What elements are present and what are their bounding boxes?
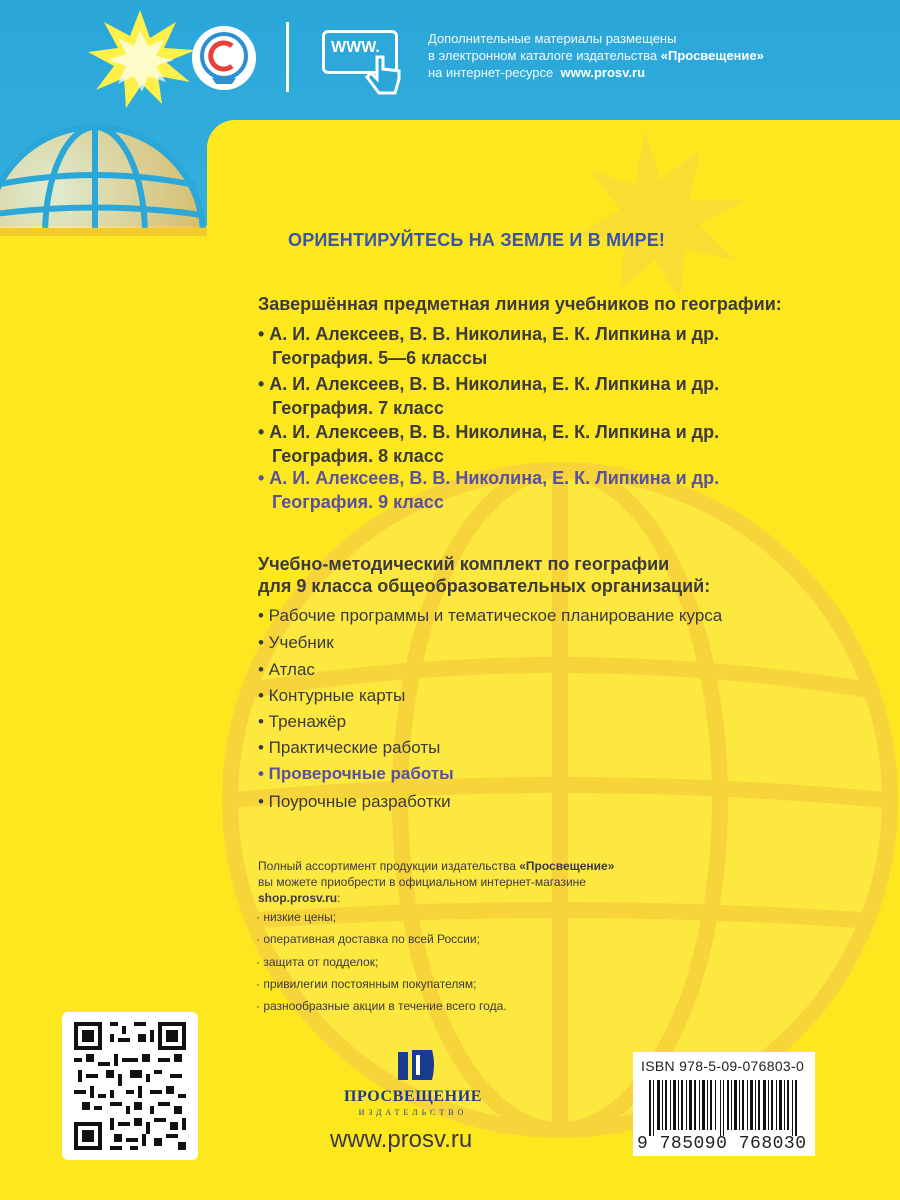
page-title: ОРИЕНТИРУЙТЕСЬ НА ЗЕМЛЕ И В МИРЕ! — [288, 230, 666, 250]
isbn-barcode-box — [633, 1052, 815, 1156]
kit-heading-2: для 9 класса общеобразовательных организаций: — [258, 576, 711, 596]
starburst-icon — [88, 10, 196, 108]
book-item: • А. И. Алексеев, В. В. Николина, Е. К. Липкина и др. География. 5—6 классы — [258, 324, 720, 368]
header-divider — [286, 22, 289, 92]
shop-line-2: вы можете приобрести в официальном интернет-магазине — [258, 875, 586, 889]
shop-line-1: Полный ассортимент продукции издательства «Просвещение» — [258, 859, 615, 873]
kit-item: • Атлас — [258, 660, 315, 679]
header-line-2: в электронном каталоге издательства «Просвещение» — [428, 48, 764, 63]
shop-benefit: · защита от подделок; — [256, 955, 379, 969]
shop-benefit: · низкие цены; — [256, 910, 337, 924]
shop-benefit: · разнообразные акции в течение всего года. — [256, 999, 507, 1013]
publisher-book-logo-icon — [398, 1050, 434, 1080]
header-line-1: Дополнительные материалы размещены — [428, 31, 677, 46]
header-notice — [428, 30, 888, 81]
publisher-name: ПРОСВЕЩЕНИЕ — [343, 1088, 483, 1105]
kit-item-highlighted: • Проверочные работы — [258, 764, 454, 783]
barcode-icon — [641, 1080, 809, 1136]
barcode-digits: 9 785090 768030 — [637, 1134, 807, 1154]
shop-notice — [258, 858, 678, 906]
book-item: • А. И. Алексеев, В. В. Николина, Е. К. Липкина и др. География. 7 класс — [258, 374, 720, 418]
kit-item: • Поурочные разработки — [258, 792, 451, 811]
line-heading: Завершённая предметная линия учебников по географии: — [258, 294, 782, 314]
www-click-icon — [322, 30, 398, 74]
kit-heading-1: Учебно-методический комплект по географии — [258, 554, 670, 574]
isbn-label: ISBN 978-5-09-076803-0 — [641, 1058, 805, 1074]
shop-benefit: · привилегии постоянным покупателям; — [256, 977, 477, 991]
kit-item: • Тренажёр — [258, 712, 347, 731]
book-item: • А. И. Алексеев, В. В. Николина, Е. К. Липкина и др. География. 8 класс — [258, 422, 720, 466]
publisher-url[interactable]: www.prosv.ru — [330, 1126, 473, 1153]
publisher-circle-logo-icon — [192, 26, 256, 90]
shop-line-3: shop.prosv.ru: — [258, 891, 341, 905]
kit-item: • Рабочие программы и тематическое планирование курса — [258, 606, 723, 625]
small-globe-icon — [0, 127, 203, 343]
qr-code-icon — [74, 1022, 186, 1150]
publisher-subtitle: ИЗДАТЕЛЬСТВО — [358, 1108, 468, 1117]
qr-code[interactable] — [62, 1012, 198, 1160]
book-item-highlighted: • А. И. Алексеев, В. В. Николина, Е. К. Липкина и др. География. 9 класс — [258, 468, 720, 512]
kit-item: • Практические работы — [258, 738, 441, 757]
kit-item: • Учебник — [258, 633, 334, 652]
header-line-3: на интернет-ресурсе www.prosv.ru — [428, 65, 646, 80]
kit-item: • Контурные карты — [258, 686, 406, 705]
www-badge-text: WWW. — [331, 39, 380, 56]
starburst-panel-icon — [575, 130, 745, 300]
shop-benefit: · оперативная доставка по всей России; — [256, 932, 480, 946]
